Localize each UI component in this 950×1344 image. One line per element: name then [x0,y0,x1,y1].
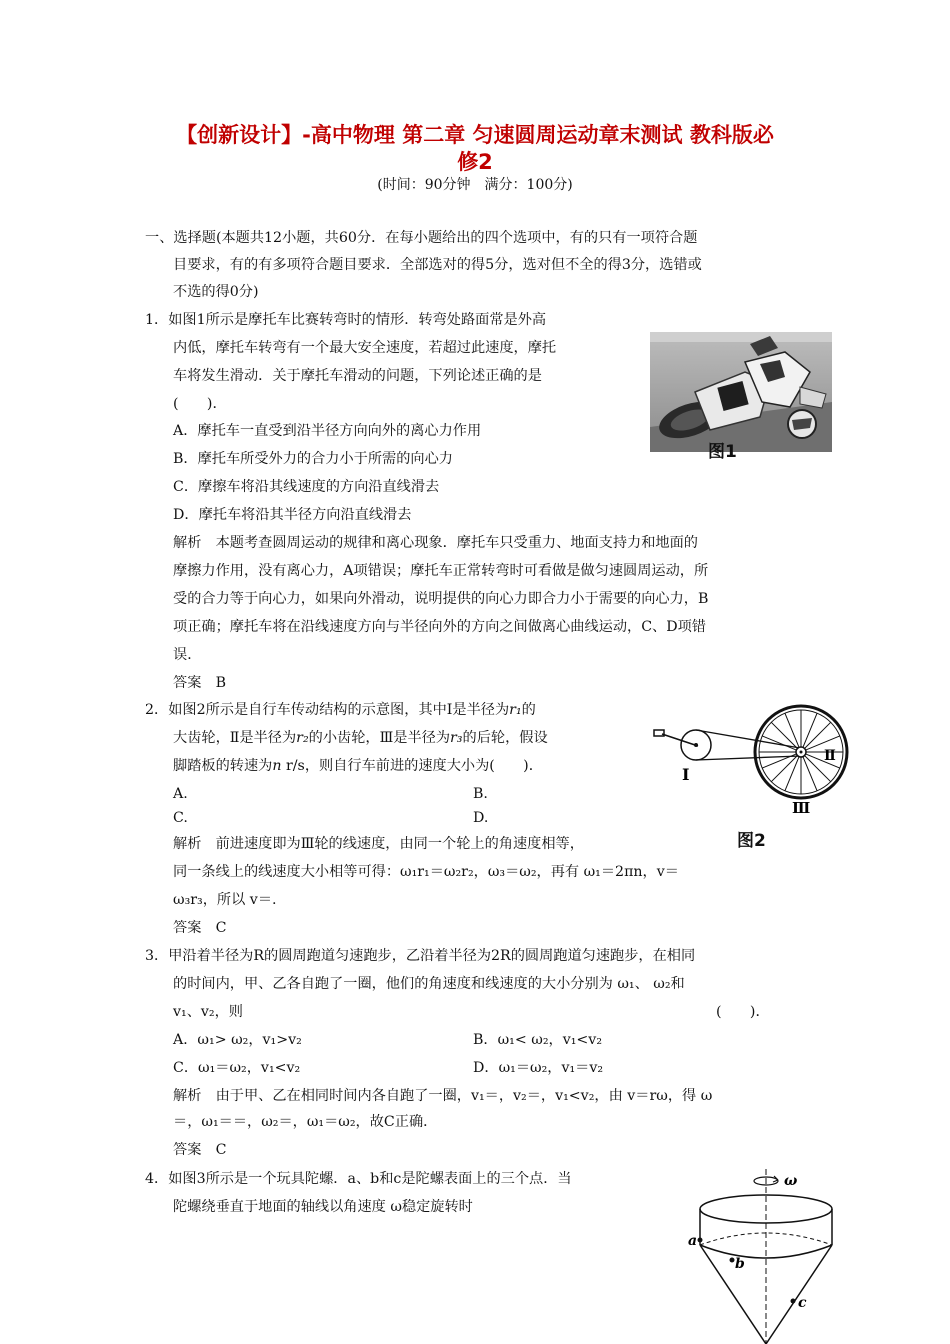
wheel-spoke [771,756,797,782]
q3-option-b: B．ω₁< ω₂，v₁<v₂ [473,1032,603,1048]
section-instructions-line-3: 不选的得0分) [173,284,259,300]
q2-line-2-mid: 的小齿轮，Ⅲ是半径为 [308,730,451,746]
point-c [791,1299,796,1304]
q2-line-2-end: 的后轮，假设 [462,730,548,746]
spinning-top-diagram [680,1165,840,1344]
motorcycle-racer-image [650,332,832,452]
q3-answer-paren: ( )． [716,1004,770,1020]
q1-analysis-5: 误． [173,647,202,663]
label-b: b [735,1256,745,1272]
exam-time-score: (时间：90分钟 满分：100分) [377,177,573,193]
section-instructions-line-1: 一、选择题(本题共12小题，共60分．在每小题给出的四个选项中，有的只有一项符合题 [145,230,698,246]
q1-analysis-2: 摩擦力作用，没有离心力，A项错误；摩托车正常转弯时可看做是做匀速圆周运动，所 [173,563,709,579]
wheel-spoke [785,713,799,747]
label-gear-ii: Ⅱ [824,748,836,764]
label-c: c [798,1295,807,1311]
figure-1-caption: 图1 [708,442,737,462]
q2-line-3-text: 脚踏板的转速为 [173,758,273,774]
point-a [698,1238,703,1243]
q2-answer: 答案 C [173,920,227,936]
q1-answer: 答案 B [173,675,226,691]
q2-analysis-3: ω₃r₃，所以 v＝. [173,892,277,908]
q3-analysis-2: ＝，ω₁＝＝，ω₂＝，ω₁＝ω₂，故C正确． [173,1114,438,1130]
q2-option-d: D. [473,810,489,826]
label-wheel-iii: Ⅲ [792,799,811,817]
q1-option-d: D．摩托车将沿其半径方向沿直线滑去 [173,507,412,523]
q1-analysis-1: 解析 本题考查圆周运动的规律和离心现象．摩托车只受重力、地面支持力和地面的 [173,535,698,551]
q3-answer: 答案 C [173,1142,227,1158]
q1-analysis-4: 项正确；摩托车将在沿线速度方向与半径向外的方向之间做离心曲线运动，C、D项错 [173,619,706,635]
q2-line-2 [173,728,548,748]
q1-option-c: C．摩擦车将沿其线速度的方向沿直线滑去 [173,479,440,495]
label-gear-i: Ⅰ [682,765,690,784]
label-a: a [688,1233,698,1249]
wheel-spoke [762,736,796,750]
q1-line-2: 内低，摩托车转弯有一个最大安全速度，若超过此速度，摩托 [173,340,557,356]
title-line-1: 【创新设计】-高中物理 第二章 匀速圆周运动章末测试 教科版必 [176,123,774,147]
q3-option-c: C．ω₁＝ω₂，v₁<v₂ [173,1060,301,1076]
q2-line-1 [145,700,536,720]
q2-radius-r1: r₁ [509,702,522,718]
figure-2-caption: 图2 [737,831,766,851]
pedal-icon [654,730,664,736]
q2-line-1-text: 2．如图2所示是自行车传动结构的示意图，其中Ⅰ是半径为 [145,702,510,718]
q1-line-1: 1．如图1所示是摩托车比赛转弯时的情形．转弯处路面常是外高 [145,312,547,328]
q2-line-3 [173,756,543,776]
q3-option-a: A．ω₁> ω₂，v₁>v₂ [173,1032,302,1048]
q2-speed-n: n [272,758,282,774]
q4-line-1: 4．如图3所示是一个玩具陀螺．a、b和c是陀螺表面上的三个点．当 [145,1171,572,1187]
q2-option-a: A. [173,786,188,802]
q2-option-b: B. [473,786,488,802]
q2-line-1-end: 的 [521,702,536,718]
wheel-spoke [803,713,817,747]
q2-line-3-end: r/s，则自行车前进的速度大小为( )． [281,758,543,774]
q2-option-c: C. [173,810,188,826]
wheel-spoke [805,722,831,748]
q2-radius-r2: r₂ [296,730,309,746]
q1-line-4: ( )． [173,396,227,412]
wheel-spoke [803,757,817,791]
title-line-2: 修2 [457,150,493,174]
label-omega: ω [784,1173,798,1189]
q1-option-a: A．摩托车一直受到沿半径方向向外的离心力作用 [173,423,482,439]
q4-line-2: 陀螺绕垂直于地面的轴线以角速度 ω稳定旋转时 [173,1199,473,1215]
wheel-spoke [785,757,799,791]
document-title [120,122,830,176]
wheel-spoke [771,722,797,748]
wheel-spoke [762,754,796,768]
q1-option-b: B．摩托车所受外力的合力小于所需的向心力 [173,451,453,467]
q2-line-2-text: 大齿轮，Ⅱ是半径为 [173,730,297,746]
q2-analysis-2: 同一条线上的线速度大小相等可得：ω₁r₁＝ω₂r₂，ω₃＝ω₂，再有 ω₁＝2πn，v＝ [173,864,679,880]
q1-analysis-3: 受的合力等于向心力，如果向外滑动，说明提供的向心力即合力小于需要的向心力，B [173,591,709,607]
bicycle-transmission-diagram [648,700,858,820]
q3-line-1: 3．甲沿着半径为R的圆周跑道匀速跑步，乙沿着半径为2R的圆周跑道匀速跑步，在相同 [145,948,696,964]
q3-line-3: v₁、v₂，则 [173,1004,243,1020]
q3-option-d: D．ω₁＝ω₂，v₁＝v₂ [473,1060,604,1076]
q2-analysis-1: 解析 前进速度即为Ⅲ轮的线速度，由同一个轮上的角速度相等， [173,836,584,852]
section-instructions-line-2: 目要求，有的有多项符合题目要求．全部选对的得5分，选对但不全的得3分，选错或 [173,257,702,273]
q3-line-2: 的时间内，甲、乙各自跑了一圈，他们的角速度和线速度的大小分别为 ω₁、 ω₂和 [173,976,685,992]
point-b [730,1258,735,1263]
q2-radius-r3: r₃ [450,730,463,746]
q3-analysis-1: 解析 由于甲、乙在相同时间内各自跑了一圈，v₁＝，v₂＝，v₁<v₂，由 v＝rω，得 ω [173,1088,713,1104]
motorcycle-photo [650,332,832,452]
q1-line-3: 车将发生滑动．关于摩托车滑动的问题，下列论述正确的是 [173,368,542,384]
